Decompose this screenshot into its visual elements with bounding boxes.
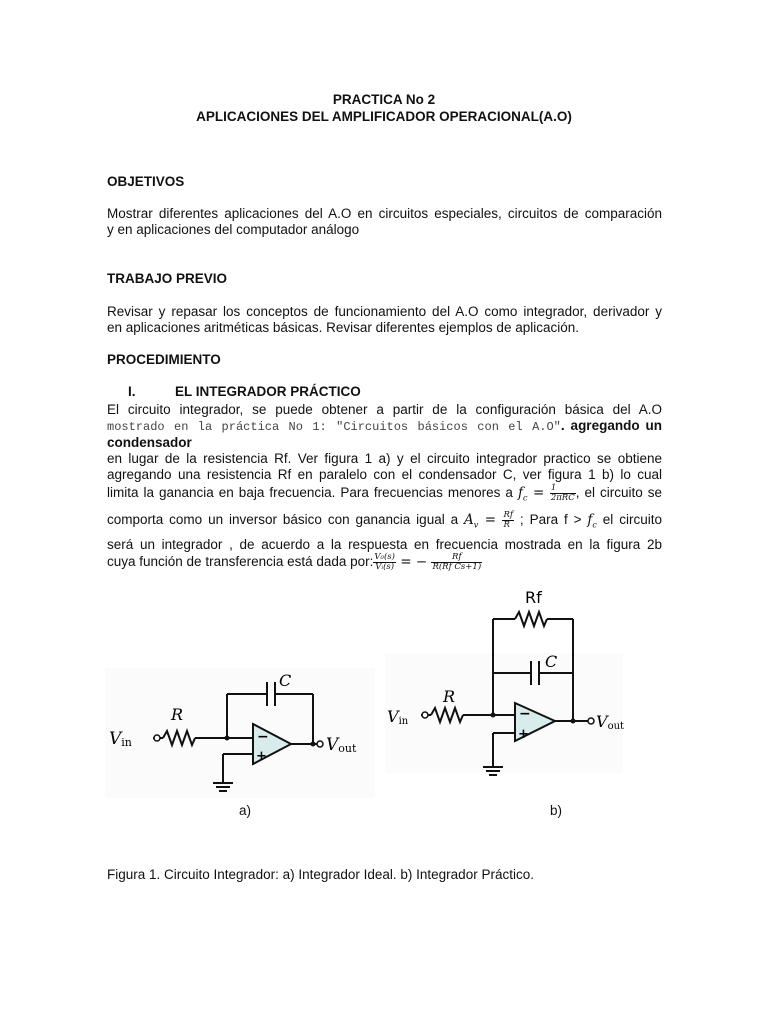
trabajo-line-2: en aplicaciones aritméticas básicas. Revisar diferentes ejemplos de aplicación. bbox=[107, 320, 579, 335]
resistor-rf bbox=[515, 612, 547, 626]
av-symbol: $A_v$ = bbox=[464, 511, 503, 530]
label-c: C bbox=[279, 671, 292, 690]
output-node-b bbox=[571, 719, 576, 724]
label-vout: Vout bbox=[326, 735, 357, 755]
line6-text-a: comporta como un inversor básico con ganancia igual a bbox=[107, 511, 465, 527]
transfer-lhs: $\frac{\text{V₀(s)}}{\text{Vᵢ(s)}}$ bbox=[374, 551, 395, 572]
line8-text: cuya función de transferencia está dada por: bbox=[107, 553, 374, 569]
transfer-equals: = − bbox=[395, 553, 432, 570]
practical-integrator-diagram bbox=[385, 585, 625, 780]
trabajo-previo-heading: TRABAJO PREVIO bbox=[107, 271, 228, 286]
trabajo-previo-text bbox=[107, 304, 662, 336]
vin-terminal bbox=[154, 735, 160, 741]
vin-terminal-b bbox=[422, 712, 428, 718]
transfer-rhs: $\frac{Rf}{\text{R(Rf Cs+1)}}$ bbox=[432, 551, 482, 572]
fc-symbol-2: $f_c$ bbox=[587, 511, 597, 530]
figure-caption: Figura 1. Circuito Integrador: a) Integrador Ideal. b) Integrador Práctico. bbox=[107, 867, 534, 882]
figure-a-background bbox=[105, 668, 375, 798]
objetivos-text bbox=[107, 206, 662, 238]
line5-text-a: limita la ganancia en baja frecuencia. Para frecuencias menores a bbox=[107, 485, 518, 501]
label-vin-b: Vin bbox=[387, 707, 409, 727]
paragraph-line-3: en lugar de la resistencia Rf. Ver figura 1 a) y el circuito integrador practico se obtiene bbox=[107, 451, 662, 466]
practice-reference: mostrado en la práctica No 1: "Circuitos básicos con el A.O" bbox=[107, 420, 561, 434]
section-title: EL INTEGRADOR PRÁCTICO bbox=[175, 384, 361, 399]
figure-a-label: a) bbox=[239, 803, 252, 818]
label-r: R bbox=[171, 705, 184, 724]
vout-terminal bbox=[317, 741, 323, 747]
av-fraction: $\frac{Rf}{R}$ bbox=[503, 509, 514, 530]
line6-text-b: ; Para f > bbox=[514, 511, 588, 527]
reference-period: . agregando un condensador bbox=[107, 418, 662, 450]
paragraph-line-5 bbox=[107, 484, 662, 507]
line5-text-b: , el circuito se bbox=[575, 485, 662, 501]
minus-sign: − bbox=[257, 729, 269, 745]
objetivos-heading: OBJETIVOS bbox=[107, 174, 185, 189]
paragraph-line-7: será un integrador , de acuerdo a la respuesta en frecuencia mostrada en la figura 2b bbox=[107, 536, 662, 552]
fc-symbol: $f_c$ = bbox=[517, 485, 550, 503]
procedimiento-heading: PROCEDIMIENTO bbox=[107, 352, 221, 367]
paragraph-line-2 bbox=[107, 418, 662, 451]
vout-terminal-b bbox=[588, 718, 594, 724]
label-rf: Rf bbox=[525, 588, 542, 607]
figure-b-background bbox=[385, 653, 623, 773]
section-number: I. bbox=[128, 384, 136, 399]
line6-text-c: el circuito bbox=[596, 511, 662, 527]
plus-sign-b: + bbox=[518, 727, 529, 742]
trabajo-line-1: Revisar y repasar los conceptos de funcionamiento del A.O como integrador, derivador y bbox=[107, 304, 662, 319]
document-title: APLICACIONES DEL AMPLIFICADOR OPERACIONAL(A.O) bbox=[196, 109, 572, 124]
fc-fraction: $\frac{1}{\text{2πRC}}$ bbox=[550, 483, 575, 503]
paragraph-line-4: agregando una resistencia Rf en paralelo con el condensador C, ver figura 1 b) lo cual bbox=[107, 467, 662, 482]
integrador-paragraph bbox=[107, 402, 662, 572]
label-vout-b: Vout bbox=[596, 712, 625, 732]
junction-node-b bbox=[491, 713, 496, 718]
objetivos-line-1: Mostrar diferentes aplicaciones del A.O en circuitos especiales, circuitos de comparación bbox=[107, 206, 662, 221]
label-vin: Vin bbox=[109, 729, 132, 749]
objetivos-line-2: y en aplicaciones del computador análogo bbox=[107, 222, 360, 237]
paragraph-line-1: El circuito integrador, se puede obtener a partir de la configuración básica del A.O bbox=[107, 402, 662, 417]
output-node bbox=[311, 742, 316, 747]
paragraph-line-6 bbox=[107, 511, 662, 534]
minus-sign-b: − bbox=[519, 706, 531, 722]
junction-node bbox=[225, 736, 230, 741]
practice-title: PRACTICA No 2 bbox=[332, 92, 436, 107]
label-c-b: C bbox=[545, 652, 558, 671]
paragraph-line-8 bbox=[107, 553, 662, 572]
label-r-b: R bbox=[443, 687, 456, 706]
plus-sign: + bbox=[256, 749, 267, 764]
figure-b-label: b) bbox=[550, 803, 563, 818]
ideal-integrator-diagram bbox=[105, 668, 375, 798]
